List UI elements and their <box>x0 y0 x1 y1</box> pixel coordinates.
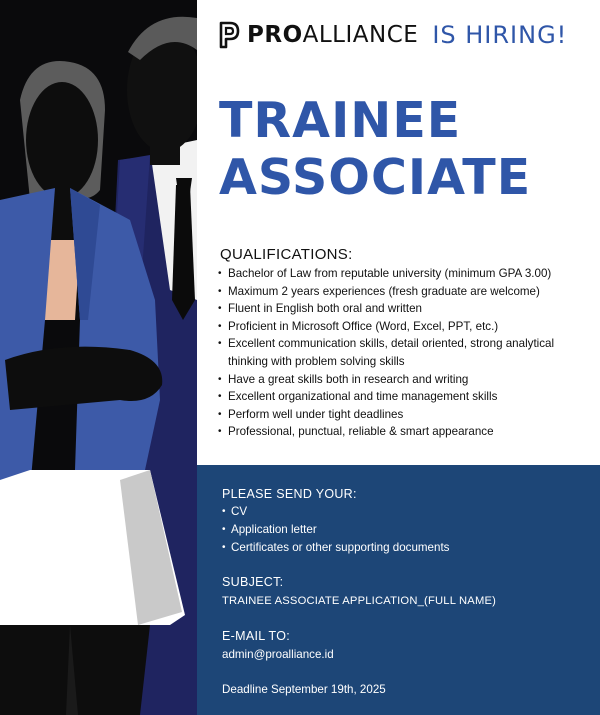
subject-heading: SUBJECT: <box>222 575 284 589</box>
list-item: • Proficient in Microsoft Office (Word, Excel, PPT, etc.) <box>218 318 593 336</box>
list-item: • Fluent in English both oral and written <box>218 300 593 318</box>
deadline-text: Deadline September 19th, 2025 <box>222 683 386 696</box>
brand-name-light: ALLIANCE <box>302 22 419 48</box>
email-heading: E-MAIL TO: <box>222 629 291 643</box>
job-details-panel <box>197 0 600 465</box>
list-item: • Bachelor of Law from reputable university (minimum GPA 3.00) <box>218 265 593 283</box>
business-people-illustration <box>0 0 197 715</box>
email-address: admin@proalliance.id <box>222 648 334 661</box>
list-item: • Professional, punctual, reliable & smart appearance <box>218 423 593 441</box>
illustration-panel <box>0 0 197 715</box>
list-item: • Have a great skills both in research and writing <box>218 371 593 389</box>
list-item: • Excellent communication skills, detail oriented, strong analytical thinking with problem solving skills <box>218 335 593 370</box>
qualifications-heading: QUALIFICATIONS: <box>220 246 353 263</box>
subject-value: TRAINEE ASSOCIATE APPLICATION_(FULL NAME) <box>222 595 497 607</box>
header <box>217 18 567 52</box>
application-panel <box>197 465 600 715</box>
job-title <box>219 92 531 206</box>
hiring-headline: IS HIRING! <box>432 21 568 49</box>
send-heading: PLEASE SEND YOUR: <box>222 487 357 501</box>
job-title-line-1: TRAINEE <box>219 92 462 149</box>
documents-list <box>222 503 449 557</box>
list-item: • CV <box>222 503 449 521</box>
list-item: • Excellent organizational and time management skills <box>218 388 593 406</box>
qualifications-list <box>218 265 593 441</box>
list-item: • Maximum 2 years experiences (fresh graduate are welcome) <box>218 283 593 301</box>
list-item: • Certificates or other supporting documents <box>222 539 449 557</box>
brand-name-bold: PRO <box>247 22 303 48</box>
job-title-line-2: ASSOCIATE <box>219 149 532 206</box>
list-item: • Application letter <box>222 521 449 539</box>
proalliance-logo-icon <box>217 19 241 51</box>
list-item: • Perform well under tight deadlines <box>218 406 593 424</box>
